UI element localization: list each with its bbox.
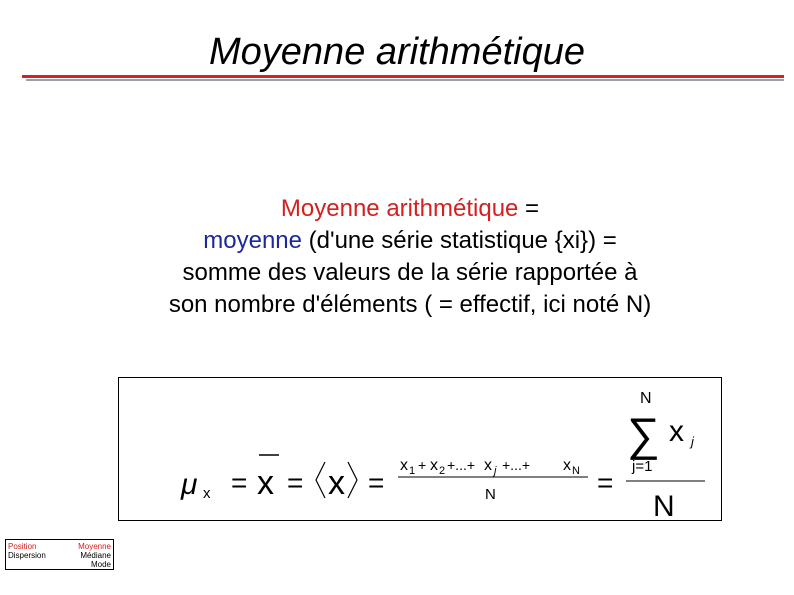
definition-line-4: son nombre d'éléments ( = effectif, ici noté N) — [168, 291, 652, 318]
nav-right-column — [78, 542, 111, 569]
title-underline-shadow — [26, 79, 784, 81]
formula-svg — [119, 378, 723, 522]
nav-link-dispersion[interactable]: Dispersion — [8, 551, 46, 560]
definition-line-2 — [60, 225, 760, 257]
definition-text — [60, 193, 760, 321]
nav-link-moyenne[interactable]: Moyenne — [78, 542, 111, 551]
nav-link-mediane[interactable]: Médiane — [80, 551, 111, 560]
navigation-box — [5, 539, 114, 570]
numerator-dots-2: +...+ — [502, 457, 531, 473]
definition-equals: = — [518, 195, 540, 222]
mu-symbol: μ — [181, 468, 198, 501]
numerator-sub1: 1 — [409, 465, 416, 477]
right-angle-bracket — [348, 462, 357, 498]
fraction-denominator: N — [485, 486, 496, 503]
numerator-x1: x — [400, 457, 408, 474]
left-angle-bracket — [316, 462, 325, 498]
equals-3: = — [368, 467, 385, 498]
numerator-subj: j — [494, 465, 497, 477]
numerator-plus: + — [418, 457, 427, 473]
mu-subscript: x — [203, 485, 211, 502]
sum-sign: ∑ — [627, 408, 660, 460]
numerator-xN: x — [563, 457, 571, 474]
definition-line-2-rest: (d'une série statistique {xi}) = — [301, 227, 617, 254]
numerator-subN: N — [572, 465, 580, 477]
sum-upper-limit: N — [640, 390, 652, 407]
definition-line-3: somme des valeurs de la série rapportée à — [182, 259, 638, 286]
numerator-xj: x — [484, 457, 492, 474]
numerator-dots-1: +...+ — [447, 457, 476, 473]
nav-link-mode[interactable]: Mode — [90, 560, 111, 569]
equals-2: = — [287, 467, 304, 498]
numerator-sub2: 2 — [439, 465, 446, 477]
formula-box — [118, 377, 722, 521]
slide-title: Moyenne arithmétique — [209, 31, 585, 73]
sum-lower-limit: j=1 — [632, 458, 653, 475]
linked-term[interactable]: moyenne — [203, 227, 302, 254]
equals-4: = — [597, 467, 614, 498]
nav-left-column — [8, 542, 46, 560]
bracket-x: x — [328, 464, 345, 502]
equals-1: = — [231, 467, 248, 498]
nav-link-position[interactable]: Position — [8, 542, 37, 551]
sum-term-sub: j — [691, 434, 694, 449]
big-denominator: N — [653, 490, 675, 522]
definition-line-1 — [60, 193, 760, 225]
title-underline — [22, 75, 784, 78]
defined-term: Moyenne arithmétique — [280, 195, 519, 222]
sum-term-x: x — [669, 415, 684, 448]
numerator-x2: x — [430, 457, 438, 474]
x-bar: x — [257, 464, 274, 502]
